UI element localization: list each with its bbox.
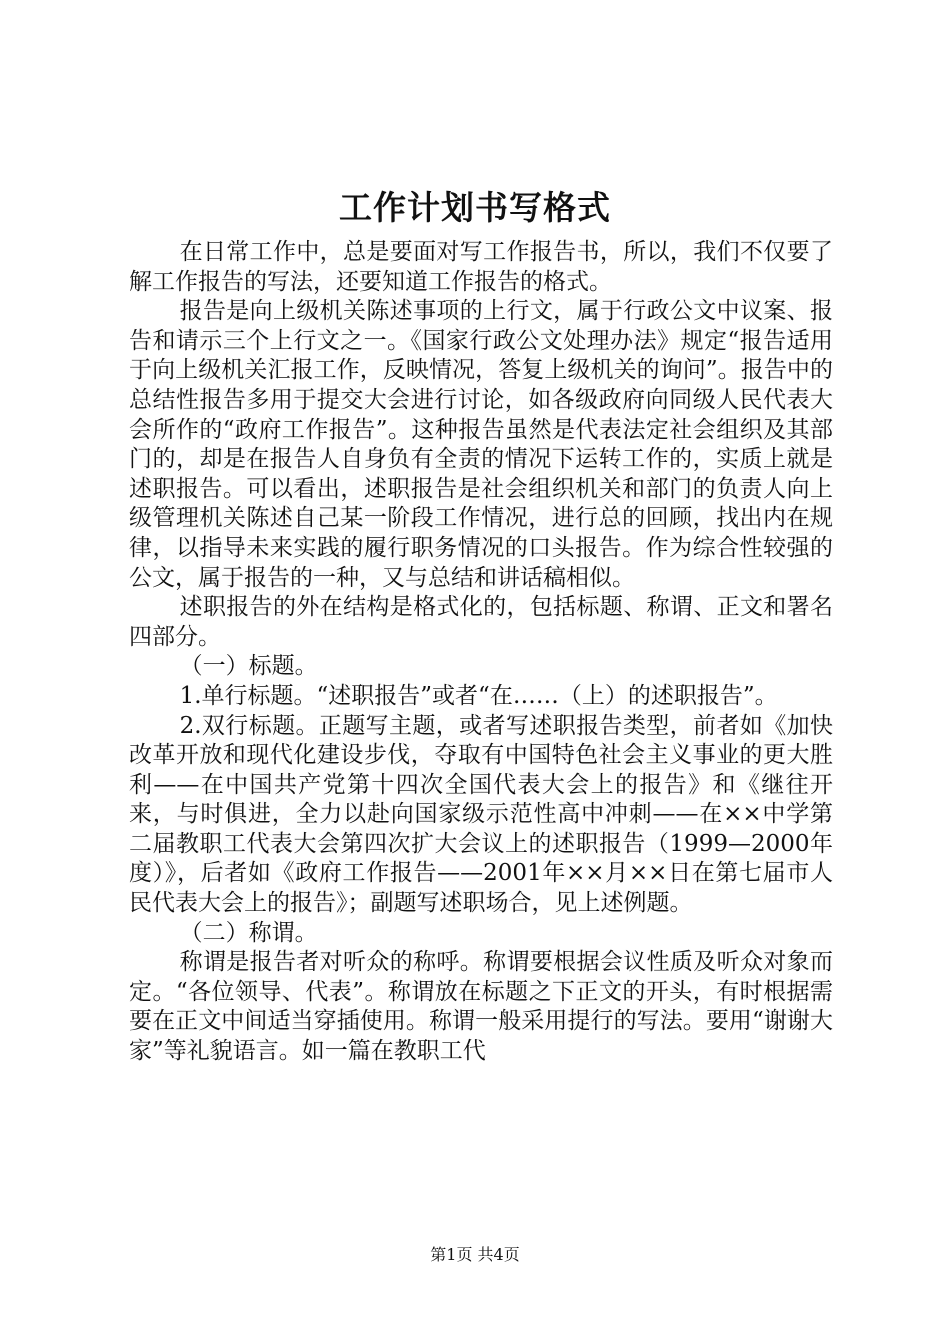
paragraph-structure: 述职报告的外在结构是格式化的，包括标题、称谓、正文和署名四部分。 [129,594,833,650]
paragraph-report-definition: 报告是向上级机关陈述事项的上行文，属于行政公文中议案、报告和请示三个上行文之一。《国家行政公文处理办法》规定“报告适用于向上级机关汇报工作，反映情况，答复上级机关的询问”。报告中的总结性报告多用于提交大会进行讨论，如各级政府向同级人民代表大会所作的“政府工作报告”。这种报告虽然是代表法定社会组织及其部门的，却是在报告人自身负有全责的情况下运转工作的，实质上就是述职报告。可以看出，述职报告是社会组织机关和部门的负责人向上级管理机关陈述自己某一阶段工作情况，进行总的回顾，找出内在规律，以指导未来实践的履行职务情况的口头报告。作为综合性较强的公文，属于报告的一种，又与总结和讲话稿相似。 [129,298,833,591]
paragraph-salutation: 称谓是报告者对听众的称呼。称谓要根据会议性质及听众对象而定。“各位领导、代表”。称谓放在标题之下正文的开头，有时根据需要在正文中间适当穿插使用。称谓一般采用提行的写法。要用“谢谢大家”等礼貌语言。如一篇在教职工代 [129,949,833,1065]
paragraph-double-line-title: 2.双行标题。正题写主题，或者写述职报告类型，前者如《加快改革开放和现代化建设步伐，夺取有中国特色社会主义事业的更大胜利——在中国共产党第十四次全国代表大会上的报告》和《继往开来，与时俱进，全力以赴向国家级示范性高中冲刺——在××中学第二届教职工代表大会第四次扩大会议上的述职报告（1999—2000年度）》，后者如《政府工作报告——2001年××月××日在第七届市人民代表大会上的报告》；副题写述职场合，见上述例题。 [129,712,833,917]
document-title: 工作计划书写格式 [339,188,611,227]
paragraph-single-line-title: 1.单行标题。“述职报告”或者“在……（上）的述职报告”。 [179,682,778,709]
section-heading-salutation: （二）称谓。 [179,919,318,946]
section-heading-title: （一）标题。 [179,653,318,680]
document-body [129,238,833,1067]
page-number-footer: 第1页 共4页 [430,1245,520,1264]
paragraph-intro: 在日常工作中，总是要面对写工作报告书，所以，我们不仅要了解工作报告的写法，还要知道工作报告的格式。 [129,239,833,295]
